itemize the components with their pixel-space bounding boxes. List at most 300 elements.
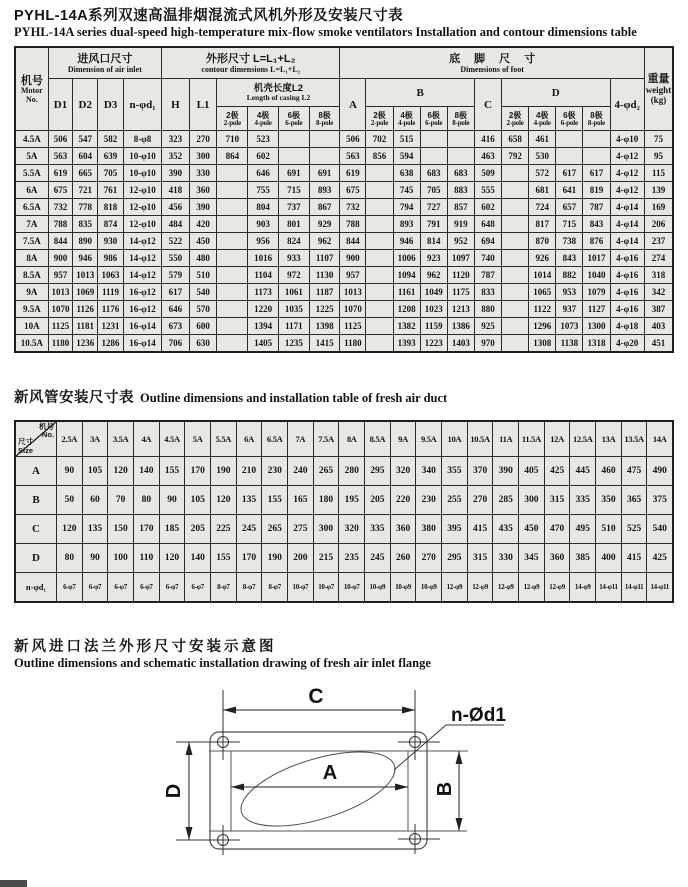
table-row (15, 572, 673, 602)
duct-dim-cell: 105 (82, 456, 108, 485)
dim-cell: 416 (474, 131, 501, 148)
duct-dim-cell: 12-φ9 (493, 572, 519, 602)
dim-cell: 972 (278, 267, 309, 284)
dim-cell: 16-φ12 (124, 284, 162, 301)
motor-no-cell: 6A (15, 182, 48, 199)
duct-dim-cell: 12-φ9 (467, 572, 493, 602)
dim-cell: 12-φ10 (124, 182, 162, 199)
dim-cell: 1386 (447, 318, 474, 335)
dim-cell: 1394 (248, 318, 279, 335)
dim-cell: 893 (393, 216, 420, 233)
dim-cell: 617 (583, 165, 610, 182)
duct-dim-cell: 120 (211, 485, 237, 514)
dim-cell: 745 (393, 182, 420, 199)
dim-cell: 792 (502, 148, 529, 165)
dim-cell: 893 (309, 182, 340, 199)
dim-cell (447, 131, 474, 148)
duct-dim-cell: 14-φ9 (570, 572, 596, 602)
dim-cell: 705 (98, 165, 124, 182)
dim-cell: 1104 (248, 267, 279, 284)
duct-dim-cell: 6-φ7 (159, 572, 185, 602)
dim-cell: 14-φ12 (124, 250, 162, 267)
dim-cell (502, 284, 529, 301)
duct-dim-cell: 475 (621, 456, 647, 485)
dim-cell (366, 199, 393, 216)
dim-cell: 547 (73, 131, 98, 148)
dim-cell: 681 (529, 182, 556, 199)
motor-col-header: 6.5A (262, 421, 288, 457)
dim-cell: 480 (189, 250, 217, 267)
dim-cell: 14-φ12 (124, 267, 162, 284)
duct-dim-cell: 6-φ7 (185, 572, 211, 602)
motor-no-cell: 4.5A (15, 131, 48, 148)
dim-cell (420, 148, 447, 165)
corner-bottom-label (18, 438, 33, 455)
dim-cell: 418 (162, 182, 190, 199)
dim-cell: 1171 (278, 318, 309, 335)
motor-col-header: 13A (596, 421, 622, 457)
dim-cell: 16-φ14 (124, 318, 162, 335)
dim-cell: 1393 (393, 335, 420, 353)
dim-cell: 870 (529, 233, 556, 250)
table-row (15, 335, 673, 353)
duct-dim-cell: 8-φ7 (262, 572, 288, 602)
dim-cell: 506 (48, 131, 73, 148)
size-row-label: A (15, 456, 57, 485)
dim-cell: 563 (48, 148, 73, 165)
duct-dim-cell: 80 (134, 485, 160, 514)
dim-cell: 876 (583, 233, 610, 250)
duct-dim-cell: 60 (82, 485, 108, 514)
dim-cell: 1073 (556, 318, 583, 335)
motor-col-header: 8.5A (365, 421, 391, 457)
duct-dim-cell: 240 (288, 456, 314, 485)
duct-dim-cell: 370 (467, 456, 493, 485)
dim-cell: 646 (248, 165, 279, 182)
duct-dim-cell: 335 (365, 514, 391, 543)
motor-col-header: 9A (390, 421, 416, 457)
dim-cell: 864 (217, 148, 248, 165)
flange-diagram-wrap (14, 677, 674, 880)
dim-cell: 1231 (98, 318, 124, 335)
dim-cell: 4-φ16 (610, 267, 644, 284)
duct-dim-cell: 165 (288, 485, 314, 514)
dim-cell: 715 (556, 216, 583, 233)
dim-cell (217, 250, 248, 267)
dim-cell: 883 (447, 182, 474, 199)
dim-cell: 962 (309, 233, 340, 250)
duct-dim-cell: 375 (647, 485, 673, 514)
dim-cell: 791 (420, 216, 447, 233)
dim-cell: 619 (340, 165, 366, 182)
duct-dim-cell: 14-φ11 (596, 572, 622, 602)
dim-cell (217, 182, 248, 199)
weight-zh: 重量 (647, 73, 670, 86)
duct-dim-cell: 90 (159, 485, 185, 514)
pole-header: 6极 6-pole (278, 107, 309, 131)
dim-cell: 10-φ10 (124, 165, 162, 182)
pole-header: 8极 8-pole (583, 107, 610, 131)
bolt-hole-callout (394, 705, 506, 770)
dim-cell: 1405 (248, 335, 279, 353)
dim-cell: 1013 (73, 267, 98, 284)
duct-dim-cell: 340 (416, 456, 442, 485)
dim-cell (366, 233, 393, 250)
dim-cell: 456 (162, 199, 190, 216)
dim-cell: 12-φ10 (124, 199, 162, 216)
dim-cell: 706 (162, 335, 190, 353)
motor-no-cell: 9.5A (15, 301, 48, 318)
foot-en: Dimensions of foot (460, 64, 524, 74)
duct-dim-cell: 80 (57, 543, 83, 572)
dim-cell: 1125 (48, 318, 73, 335)
dim-cell (502, 335, 529, 353)
dim-cell: 602 (474, 199, 501, 216)
duct-dim-cell: 435 (493, 514, 519, 543)
dim-cell: 484 (162, 216, 190, 233)
dim-cell: 818 (98, 199, 124, 216)
duct-dim-cell: 460 (596, 456, 622, 485)
dim-cell: 801 (278, 216, 309, 233)
table-row (15, 216, 673, 233)
dim-cell (217, 267, 248, 284)
dim-cell (502, 165, 529, 182)
dim-cell: 1061 (278, 284, 309, 301)
duct-dim-cell: 180 (313, 485, 339, 514)
dim-cell: 1180 (48, 335, 73, 353)
dim-cell (366, 318, 393, 335)
dim-cell: 16-φ12 (124, 301, 162, 318)
dim-cell: 4-φ14 (610, 233, 644, 250)
duct-dim-cell: 10-φ7 (313, 572, 339, 602)
main-title-en: PYHL-14A series dual-speed high-temperature mix-flow smoke ventilators Installation and contour dimensions table (14, 25, 637, 40)
dim-cell: 683 (447, 165, 474, 182)
duct-dim-cell: 155 (159, 456, 185, 485)
dim-cell: 900 (48, 250, 73, 267)
size-row-label: B (15, 485, 57, 514)
motor-col-header: 11A (493, 421, 519, 457)
dim-cell: 819 (583, 182, 610, 199)
motor-col-header: 2.5A (57, 421, 83, 457)
duct-dim-cell: 135 (82, 514, 108, 543)
table-row (15, 456, 673, 485)
dim-cell: 641 (556, 182, 583, 199)
dim-cell: 515 (393, 131, 420, 148)
duct-title-zh: 新风管安装尺寸表 (14, 390, 134, 407)
dim-cell: 4-φ14 (610, 216, 644, 233)
weight-header (644, 47, 673, 131)
air-inlet-en: Dimension of air inlet (67, 64, 142, 74)
duct-dim-cell: 6-φ7 (134, 572, 160, 602)
motor-col-header: 13.5A (621, 421, 647, 457)
table-row (15, 165, 673, 182)
dim-cell (583, 148, 610, 165)
motor-col-header: 10A (442, 421, 468, 457)
duct-dim-cell: 8-φ7 (211, 572, 237, 602)
dim-cell: 4-φ20 (610, 335, 644, 353)
motor-col-header: 7A (288, 421, 314, 457)
dim-cell: 115 (644, 165, 673, 182)
duct-dim-cell: 170 (185, 456, 211, 485)
dim-cell: 463 (474, 148, 501, 165)
duct-dim-cell: 90 (82, 543, 108, 572)
duct-dim-cell: 415 (621, 543, 647, 572)
dim-cell: 1175 (447, 284, 474, 301)
dim-cell: 1382 (393, 318, 420, 335)
dim-cell: 1065 (529, 284, 556, 301)
foot-group-header (340, 47, 644, 79)
dim-cell (217, 301, 248, 318)
dim-cell: 817 (529, 216, 556, 233)
dim-cell: 4-φ12 (610, 148, 644, 165)
dim-cell: 673 (162, 318, 190, 335)
duct-dim-cell: 235 (339, 543, 365, 572)
dim-cell: 721 (73, 182, 98, 199)
dim-cell: 1120 (447, 267, 474, 284)
duct-dim-cell: 470 (544, 514, 570, 543)
dim-cell: 1236 (73, 335, 98, 353)
size-row-label: D (15, 543, 57, 572)
dim-cell (420, 131, 447, 148)
dim-cell: 1016 (248, 250, 279, 267)
table-row (15, 284, 673, 301)
dim-cell (447, 148, 474, 165)
dim-cell: 169 (644, 199, 673, 216)
dim-cell: 919 (447, 216, 474, 233)
col-header-d3: D3 (98, 79, 124, 131)
dim-cell: 962 (420, 267, 447, 284)
foot-zh: 底脚尺寸 (449, 52, 550, 65)
dim-cell (366, 301, 393, 318)
duct-dim-cell: 50 (57, 485, 83, 514)
dim-cell: 926 (529, 250, 556, 267)
duct-dim-cell: 135 (236, 485, 262, 514)
col-header-d2: D2 (73, 79, 98, 131)
dim-cell: 1398 (309, 318, 340, 335)
table-row (15, 250, 673, 267)
duct-dim-cell: 90 (57, 456, 83, 485)
table-row (15, 543, 673, 572)
duct-dim-cell: 140 (185, 543, 211, 572)
pole-header: 8极 8-pole (447, 107, 474, 131)
duct-dim-cell: 425 (647, 543, 673, 572)
pole-header: 4极 4-pole (248, 107, 279, 131)
dim-cell: 930 (98, 233, 124, 250)
duct-dim-cell: 365 (621, 485, 647, 514)
pole-header: 4极 4-pole (529, 107, 556, 131)
duct-dim-cell: 14-φ11 (621, 572, 647, 602)
dim-cell: 342 (644, 284, 673, 301)
dim-cell: 843 (556, 250, 583, 267)
dim-cell: 237 (644, 233, 673, 250)
air-inlet-group-header (48, 47, 161, 79)
duct-dim-cell: 285 (493, 485, 519, 514)
dim-cell: 646 (162, 301, 190, 318)
dim-cell: 4-φ18 (610, 318, 644, 335)
duct-opening-ellipse (233, 737, 404, 841)
duct-dim-cell: 295 (442, 543, 468, 572)
dim-cell (502, 318, 529, 335)
duct-dim-cell: 10-φ7 (288, 572, 314, 602)
duct-dim-cell: 395 (442, 514, 468, 543)
dim-cell: 4-φ16 (610, 284, 644, 301)
dim-cell: 957 (340, 267, 366, 284)
casing-length-header (217, 79, 340, 107)
dim-cell (217, 335, 248, 353)
dim-cell: 1097 (447, 250, 474, 267)
pole-header: 6极 6-pole (556, 107, 583, 131)
dim-cell: 665 (73, 165, 98, 182)
dim-cell: 4-φ12 (610, 182, 644, 199)
table-row (15, 514, 673, 543)
dim-cell: 1049 (420, 284, 447, 301)
dim-cell: 540 (189, 284, 217, 301)
dim-cell: 794 (393, 199, 420, 216)
pole-header: 8极 8-pole (309, 107, 340, 131)
dim-cell: 1138 (556, 335, 583, 353)
col-header-n-d1: n-φd₁ (124, 79, 162, 131)
duct-dim-cell: 12-φ9 (442, 572, 468, 602)
dim-cell: 594 (393, 148, 420, 165)
dim-cell: 925 (474, 318, 501, 335)
duct-dim-cell: 260 (390, 543, 416, 572)
dim-cell: 270 (189, 131, 217, 148)
dim-cell: 937 (556, 301, 583, 318)
dim-cell (502, 301, 529, 318)
corner-top-zh: 机号 (39, 421, 54, 431)
duct-dim-cell: 12-φ9 (519, 572, 545, 602)
dim-cell: 579 (162, 267, 190, 284)
dim-cell: 1130 (309, 267, 340, 284)
duct-dim-cell: 525 (621, 514, 647, 543)
dim-cell: 4-φ14 (610, 199, 644, 216)
dim-cell: 617 (556, 165, 583, 182)
dim-cell: 737 (278, 199, 309, 216)
dim-label-a: A (322, 762, 338, 785)
duct-dim-cell: 205 (185, 514, 211, 543)
size-row-label: n-φd₁ (15, 572, 57, 602)
dim-cell: 874 (98, 216, 124, 233)
pole-header: 2极 2-pole (502, 107, 529, 131)
duct-dim-cell: 275 (288, 514, 314, 543)
dim-cell: 390 (162, 165, 190, 182)
dim-cell: 788 (340, 216, 366, 233)
contour-zh: 外形尺寸 L=L₁+L₂ (205, 52, 296, 65)
dim-cell: 740 (474, 250, 501, 267)
dim-cell: 139 (644, 182, 673, 199)
dim-cell (502, 199, 529, 216)
dim-cell: 675 (48, 182, 73, 199)
dim-cell: 1286 (98, 335, 124, 353)
dim-cell: 1035 (278, 301, 309, 318)
duct-dim-cell: 100 (108, 543, 134, 572)
dim-cell: 732 (48, 199, 73, 216)
dim-cell: 843 (583, 216, 610, 233)
bolt-holes (176, 690, 440, 855)
duct-dim-cell: 345 (519, 543, 545, 572)
pole-header: 6极 6-pole (420, 107, 447, 131)
duct-dim-cell: 330 (493, 543, 519, 572)
dim-cell: 900 (340, 250, 366, 267)
dim-cell: 956 (248, 233, 279, 250)
duct-dim-cell: 10-φ9 (365, 572, 391, 602)
dim-cell: 970 (474, 335, 501, 353)
dim-cell: 1161 (393, 284, 420, 301)
dim-d (163, 742, 193, 840)
page-corner-artifact (0, 880, 27, 887)
duct-dim-cell: 415 (467, 514, 493, 543)
dim-cell: 1040 (583, 267, 610, 284)
dim-cell: 724 (529, 199, 556, 216)
dim-cell: 1403 (447, 335, 474, 353)
motor-no-cell: 10A (15, 318, 48, 335)
dim-cell: 761 (98, 182, 124, 199)
dim-cell: 1220 (248, 301, 279, 318)
duct-dim-cell: 265 (262, 514, 288, 543)
dim-label-d: D (163, 783, 185, 799)
dim-cell (366, 182, 393, 199)
dim-cell (217, 199, 248, 216)
dim-cell: 16-φ14 (124, 335, 162, 353)
main-title-zh: PYHL-14A系列双速高温排烟混流式风机外形及安装尺寸表 (14, 8, 404, 24)
dim-cell: 946 (393, 233, 420, 250)
dim-cell (366, 267, 393, 284)
dim-cell (217, 318, 248, 335)
motor-no-cell: 6.5A (15, 199, 48, 216)
dim-cell: 509 (474, 165, 501, 182)
dim-cell: 451 (644, 335, 673, 353)
duct-dim-cell: 385 (570, 543, 596, 572)
duct-dim-cell: 120 (108, 456, 134, 485)
motor-no-en2: No. (25, 94, 38, 104)
dim-cell (583, 131, 610, 148)
dim-cell: 555 (474, 182, 501, 199)
dim-cell: 506 (340, 131, 366, 148)
dim-cell: 617 (162, 284, 190, 301)
dim-cell: 946 (73, 250, 98, 267)
duct-dim-cell: 360 (544, 543, 570, 572)
duct-dim-cell: 350 (596, 485, 622, 514)
dim-cell (502, 233, 529, 250)
casing-zh: 机壳长度L2 (253, 82, 304, 94)
dim-cell: 882 (556, 267, 583, 284)
dim-cell (217, 233, 248, 250)
dim-cell (502, 182, 529, 199)
motor-col-header: 7.5A (313, 421, 339, 457)
duct-dim-cell: 6-φ7 (108, 572, 134, 602)
dim-cell: 1107 (309, 250, 340, 267)
dim-cell: 683 (420, 165, 447, 182)
corner-diagonal-cell (15, 421, 57, 457)
duct-title-en: Outline dimensions and installation table of fresh air duct (140, 391, 448, 406)
t1-body (15, 131, 673, 353)
duct-dim-cell: 270 (416, 543, 442, 572)
duct-dim-cell: 155 (211, 543, 237, 572)
motor-col-header: 12A (544, 421, 570, 457)
pole-header: 2极 2-pole (366, 107, 393, 131)
air-inlet-zh: 进风口尺寸 (77, 52, 133, 65)
duct-dim-cell: 10-φ7 (339, 572, 365, 602)
table-row (15, 131, 673, 148)
duct-dim-cell: 220 (390, 485, 416, 514)
dim-cell: 4-φ16 (610, 301, 644, 318)
col-header-4-d2: 4-φd₂ (610, 79, 644, 131)
flange-title-zh: 新风进口法兰外形尺寸安装示意图 (14, 638, 277, 655)
dim-cell: 1126 (73, 301, 98, 318)
table-row (15, 233, 673, 250)
dim-cell: 510 (189, 267, 217, 284)
dim-cell: 933 (278, 250, 309, 267)
